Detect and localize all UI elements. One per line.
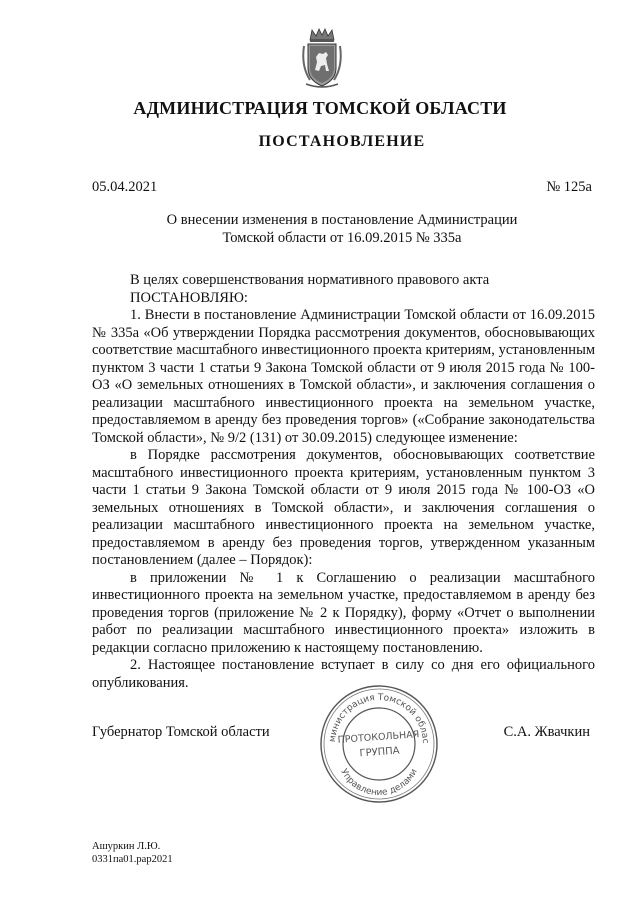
document-number: № 125а [546,179,592,195]
stamp-center-line-2: ГРУППА [359,745,400,760]
body-paragraph-1: 1. Внести в постановление Администрации Томской области от 16.09.2015 № 335а «Об утверждении Порядка рассмотрения документов, обосновывающих соответствие масштабного инвестиционного проекта критериям, установленным пунктом 3 части 1 статьи 9 Закона Томской области от 9 июля 2015 года № 100-ОЗ «О земельных отношениях в Томской области», и заключения соглашения о реализации масштабного инвестиционного проекта на земельном участке, предоставляемом в аренду без проведения торгов» («Собрание законодательства Томской области», № 9/2 (131) от 30.09.2015) следующее изменение: [92,307,595,446]
file-code: 0331па01.рар2021 [92,854,173,865]
organization-title: АДМИНИСТРАЦИЯ ТОМСКОЙ ОБЛАСТИ [133,98,507,118]
body-paragraph-2: в Порядке рассмотрения документов, обосновывающих соответствие масштабного инвестиционного проекта критериям, установленным пунктом 3 части 1 статьи 9 Закона Томской области от 9 июля 2015 года № 100-ОЗ «О земельных отношениях в Томской области», и заключения соглашения о реализации масштабного инвестиционного проекта на земельном участке, предоставляемом в аренду без проведения торгов, утвержденном указанным постановлением (далее – Порядок): [92,447,595,568]
body-preamble: В целях совершенствования нормативного правового акта [130,272,490,288]
document-date: 05.04.2021 [92,179,158,195]
coat-of-arms-icon [300,28,344,90]
stamp-ring-bottom-text: Управление делами [338,767,420,799]
document-body [92,272,595,692]
stamp-center-line-1: ПРОТОКОЛЬНАЯ [337,729,420,746]
stamp-ring-top-text: министрация Томской облас [327,692,431,744]
signatory-title: Губернатор Томской области [92,724,270,740]
subject-line-1: О внесении изменения в постановление Администрации [166,212,518,228]
body-resolve: ПОСТАНОВЛЯЮ: [130,289,248,306]
official-stamp [318,683,440,805]
body-paragraph-4: 2. Настоящее постановление вступает в силу со дня его официального опубликования. [92,657,595,691]
document-type: ПОСТАНОВЛЕНИЕ [258,133,426,150]
subject-line-2: Томской области от 16.09.2015 № 335а [222,229,462,246]
body-paragraph-3: в приложении № 1 к Соглашению о реализации масштабного инвестиционного проекта на земельном участке, предоставляемом в аренду без проведения торгов (приложение № 2 к Порядку), форму «Отчет о выполнении работ по реализации масштабного инвестиционного проекта» изложить в редакции согласно приложению к настоящему постановлению. [92,569,595,656]
executor-name: Ашуркин Л.Ю. [92,841,161,852]
signatory-name: С.А. Жвачкин [503,724,590,740]
document-footer [92,840,173,866]
document-subject [92,212,592,247]
